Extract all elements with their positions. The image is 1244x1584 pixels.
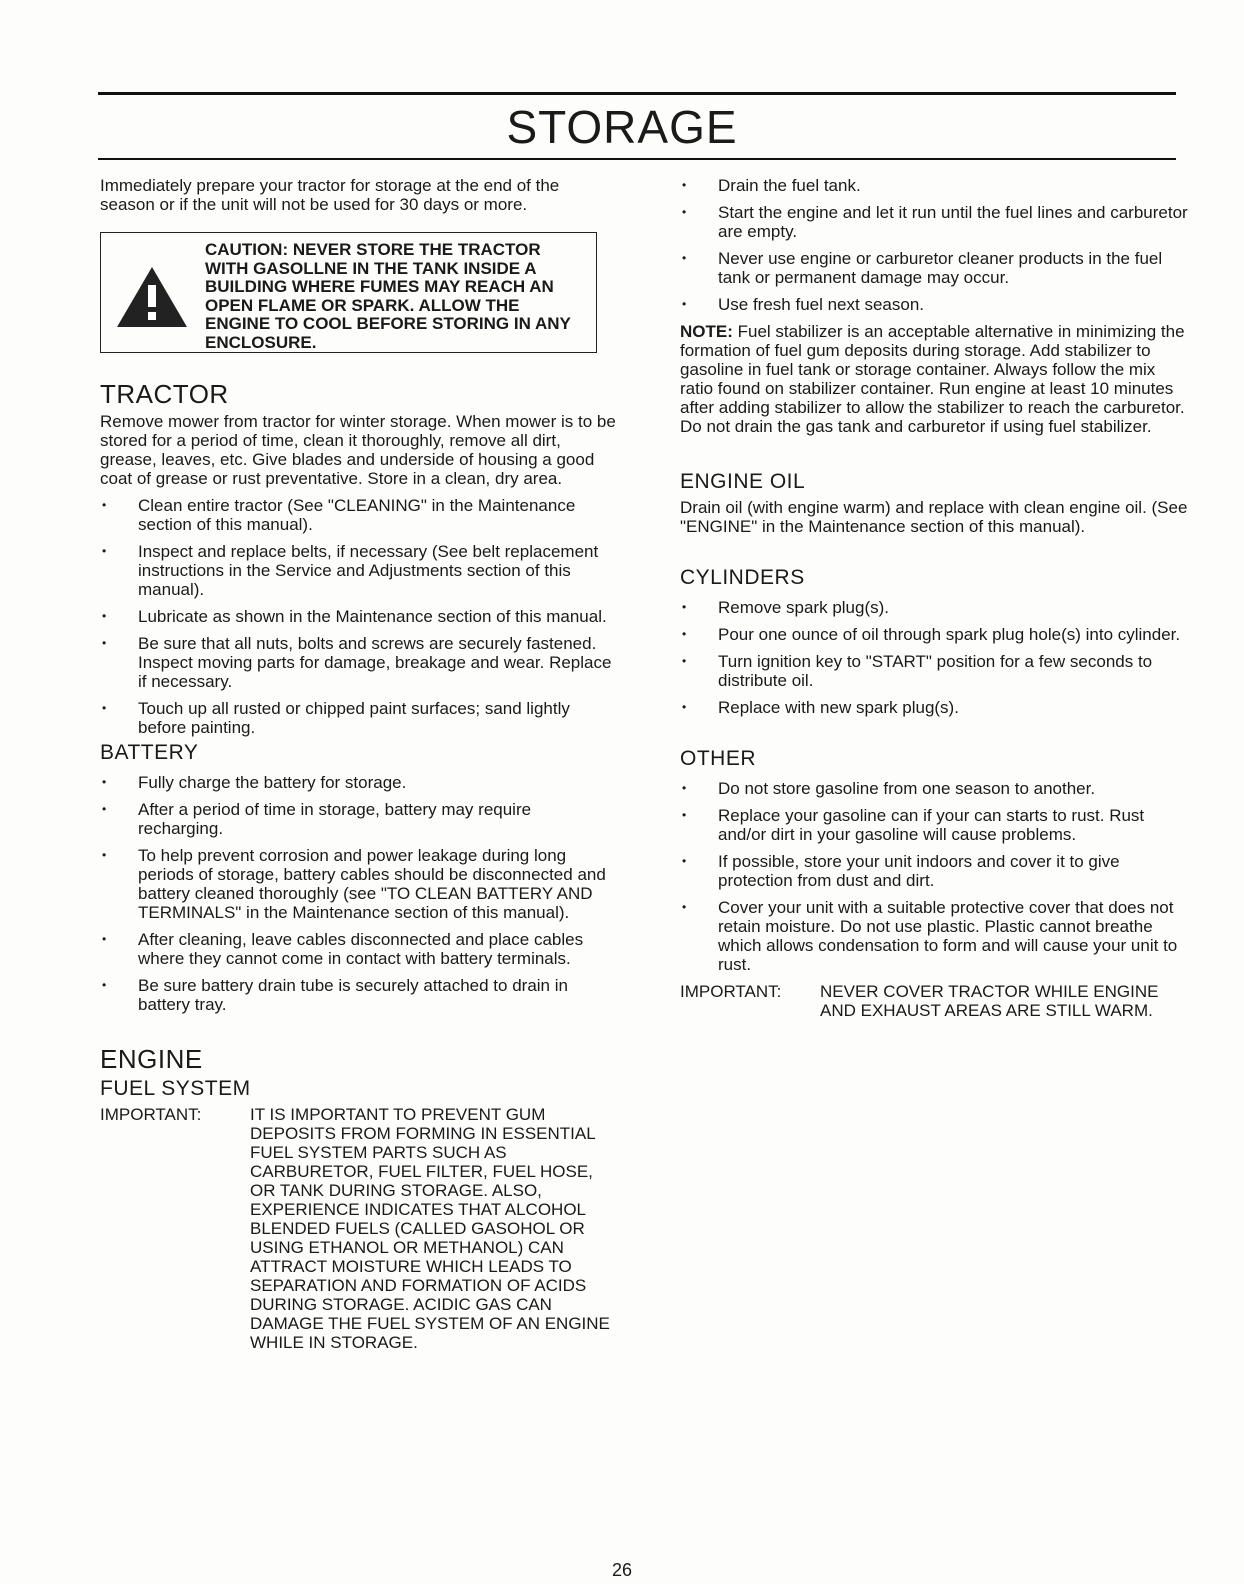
list-item: • Lubricate as shown in the Maintenance section of this manual. <box>100 607 616 626</box>
important-label: IMPORTANT: <box>680 982 782 1001</box>
list-item: • After a period of time in storage, battery may require recharging. <box>100 800 616 838</box>
fuel-system-bullets <box>680 176 1190 314</box>
list-item: • Use fresh fuel next season. <box>680 295 1190 314</box>
tractor-bullets <box>100 496 616 737</box>
engine-oil-heading: ENGINE OIL <box>680 470 806 493</box>
title-underline-rule <box>98 158 1176 160</box>
list-item: • After cleaning, leave cables disconnected and place cables where they cannot come in contact with battery terminals. <box>100 930 616 968</box>
list-item: • Be sure that all nuts, bolts and screws are securely fastened. Inspect moving parts for damage, breakage and wear. Replace if necessary. <box>100 634 616 691</box>
list-item: • Clean entire tractor (See "CLEANING" in the Maintenance section of this manual). <box>100 496 616 534</box>
list-item: • Pour one ounce of oil through spark plug hole(s) into cylinder. <box>680 625 1190 644</box>
note-text: Fuel stabilizer is an acceptable alternative in minimizing the formation of fuel gum deposits during storage. Add stabilizer to gasoline in fuel tank or storage container. Always follow the mix ratio found on stabilizer container. Run engine at least 10 minutes after adding stabilizer to allow the stabilizer to reach the carburetor. Do not drain the gas tank and carburetor if using fuel stabilizer. <box>680 322 1185 436</box>
engine-oil-text: Drain oil (with engine warm) and replace with clean engine oil. (See "ENGINE" in the Maintenance section of this manual). <box>680 498 1188 536</box>
list-item: • Inspect and replace belts, if necessary (See belt replacement instructions in the Service and Adjustments section of this manual). <box>100 542 616 599</box>
important-label: IMPORTANT: <box>100 1105 202 1124</box>
list-item: • Be sure battery drain tube is securely attached to drain in battery tray. <box>100 976 616 1014</box>
battery-heading: BATTERY <box>100 741 199 764</box>
right-column <box>680 176 1190 1020</box>
top-rule <box>98 92 1176 95</box>
list-item: • Do not store gasoline from one season to another. <box>680 779 1190 798</box>
cylinders-bullets <box>680 598 1190 717</box>
note-label: NOTE: <box>680 322 733 341</box>
caution-box <box>100 232 597 353</box>
battery-bullets <box>100 773 616 1014</box>
important-text: IT IS IMPORTANT TO PREVENT GUM DEPOSITS FROM FORMING IN ESSENTIAL FUEL SYSTEM PARTS SUCH AS CARBURETOR, FUEL FILTER, FUEL HOSE, OR TANK DURING STORAGE. ALSO, EXPERIENCE INDICATES THAT ALCOHOL BLENDED FUELS (CALLED GASOHOL OR USING ETHANOL OR METHANOL) CAN ATTRACT MOISTURE WHICH LEADS TO SEPARATION AND FORMATION OF ACIDS DURING STORAGE. ACIDIC GAS CAN DAMAGE THE FUEL SYSTEM OF AN ENGINE WHILE IN STORAGE. <box>250 1105 610 1352</box>
other-heading: OTHER <box>680 747 756 770</box>
page-title: STORAGE <box>506 101 738 153</box>
important-text: NEVER COVER TRACTOR WHILE ENGINE AND EXHAUST AREAS ARE STILL WARM. <box>820 982 1159 1020</box>
tractor-heading: TRACTOR <box>100 379 229 409</box>
list-item: • Remove spark plug(s). <box>680 598 1190 617</box>
page-number: 26 <box>611 1560 633 1580</box>
cylinders-heading: CYLINDERS <box>680 566 805 589</box>
list-item: • To help prevent corrosion and power leakage during long periods of storage, battery cables should be disconnected and battery cleaned thoroughly (see "TO CLEAN BATTERY AND TERMINALS" in the Maintenance section of this manual). <box>100 846 616 922</box>
list-item: • Touch up all rusted or chipped paint surfaces; sand lightly before painting. <box>100 699 616 737</box>
left-column <box>100 176 616 1352</box>
fuel-system-heading: FUEL SYSTEM <box>100 1077 251 1100</box>
other-important-block <box>680 982 1190 1020</box>
warning-triangle-icon <box>115 265 189 334</box>
list-item: • Fully charge the battery for storage. <box>100 773 616 792</box>
tractor-intro: Remove mower from tractor for winter storage. When mower is to be stored for a period of time, clean it thoroughly, remove all dirt, grease, leaves, etc. Give blades and underside of housing a good coat of grease or rust preventative. Store in a clean, dry area. <box>100 412 616 488</box>
intro-paragraph: Immediately prepare your tractor for storage at the end of the season or if the unit will not be used for 30 days or more. <box>100 176 560 214</box>
list-item: • Cover your unit with a suitable protective cover that does not retain moisture. Do not use plastic. Plastic cannot breathe which allows condensation to form and will cause your unit to rust. <box>680 898 1190 974</box>
fuel-note <box>680 322 1190 436</box>
engine-heading: ENGINE <box>100 1044 203 1074</box>
list-item: • Drain the fuel tank. <box>680 176 1190 195</box>
caution-text: CAUTION: NEVER STORE THE TRACTOR WITH GASOLLNE IN THE TANK INSIDE A BUILDING WHERE FUMES MAY REACH AN OPEN FLAME OR SPARK. ALLOW THE ENGINE TO COOL BEFORE STORING IN ANY ENCLOSURE. <box>205 240 571 352</box>
list-item: • Start the engine and let it run until the fuel lines and carburetor are empty. <box>680 203 1190 241</box>
list-item: • Never use engine or carburetor cleaner products in the fuel tank or permanent damage may occur. <box>680 249 1190 287</box>
fuel-important-block <box>100 1105 616 1352</box>
list-item: • Replace with new spark plug(s). <box>680 698 1190 717</box>
list-item: • If possible, store your unit indoors and cover it to give protection from dust and dirt. <box>680 852 1190 890</box>
other-bullets <box>680 779 1190 974</box>
list-item: • Turn ignition key to "START" position for a few seconds to distribute oil. <box>680 652 1190 690</box>
list-item: • Replace your gasoline can if your can starts to rust. Rust and/or dirt in your gasoline will cause problems. <box>680 806 1190 844</box>
